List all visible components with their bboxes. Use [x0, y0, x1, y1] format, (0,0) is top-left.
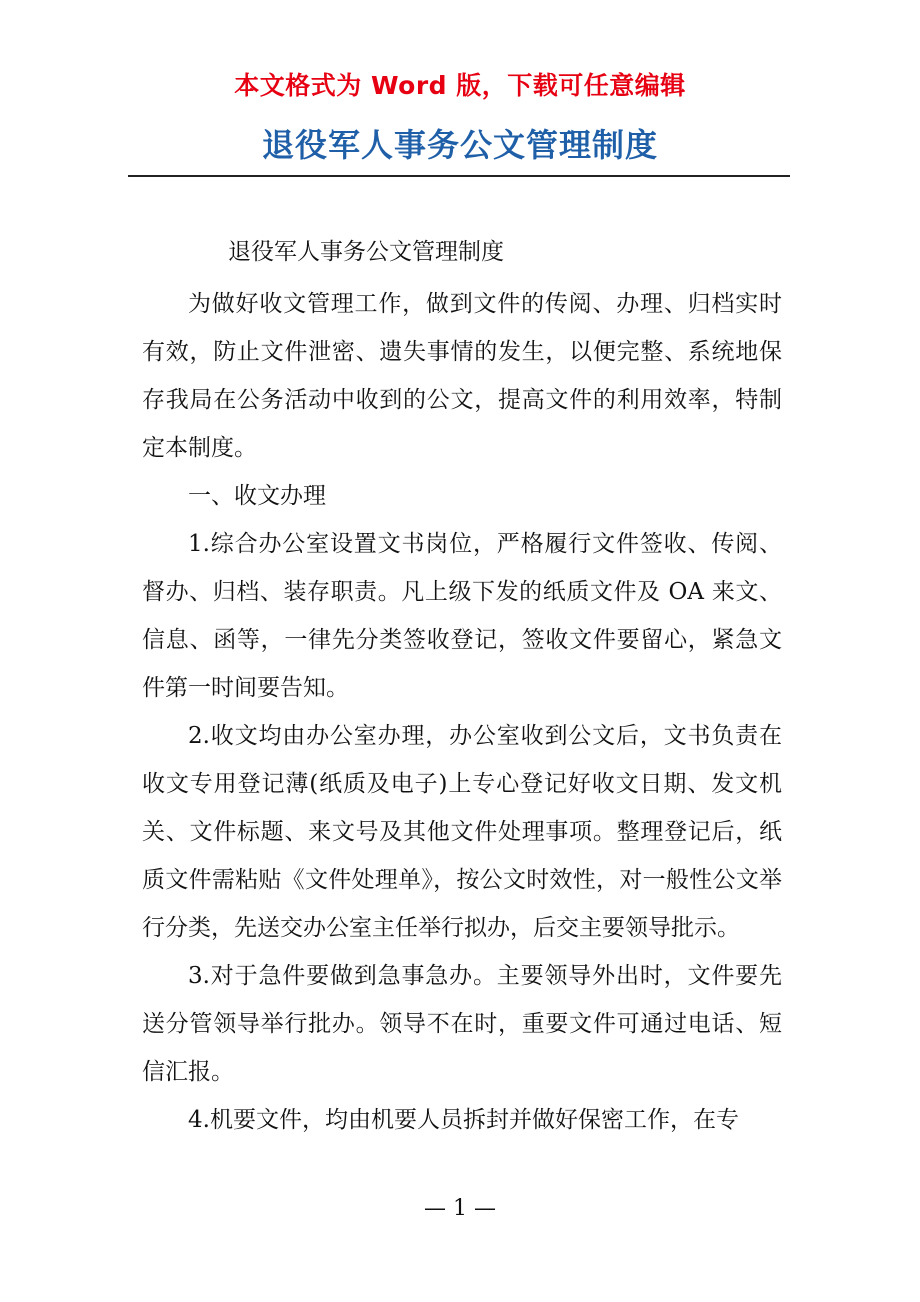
- page-number: — 1 —: [424, 1196, 496, 1221]
- document-title: 退役军人事务公文管理制度: [261, 126, 658, 164]
- paragraph-item-2: 2.收文均由办公室办理，办公室收到公文后，文书负责在收文专用登记薄(纸质及电子)上专心登记好收文日期、发文机关、文件标题、来文号及其他文件处理事项。整理登记后，纸质文件需粘贴《文件处理单》，按公文时效性，对一般性公文举行分类，先送交办公室主任举行拟办，后交主要领导批示。: [142, 723, 782, 941]
- paragraph-item-3: 3.对于急件要做到急事急办。主要领导外出时，文件要先送分管领导举行批办。领导不在时，重要文件可通过电话、短信汇报。: [142, 963, 782, 1085]
- paragraph-intro: 为做好收文管理工作，做到文件的传阅、办理、归档实时有效，防止文件泄密、遗失事情的发生，以便完整、系统地保存我局在公务活动中收到的公文，提高文件的利用效率，特制定本制度。: [142, 291, 782, 461]
- document-body: [142, 228, 782, 1144]
- body-heading: 退役军人事务公文管理制度: [228, 239, 504, 265]
- paragraph-item-1: 1.综合办公室设置文书岗位，严格履行文件签收、传阅、督办、归档、装存职责。凡上级下发的纸质文件及 OA 来文、信息、函等，一律先分类签收登记，签收文件要留心，紧急文件第一时间要告知。: [142, 531, 782, 701]
- title-divider: [128, 175, 790, 177]
- download-notice-banner: 本文格式为 Word 版，下载可任意编辑: [234, 71, 686, 100]
- section-heading-receiving: 一、收文办理: [188, 483, 326, 509]
- paragraph-item-4: 4.机要文件，均由机要人员拆封并做好保密工作，在专: [188, 1107, 739, 1133]
